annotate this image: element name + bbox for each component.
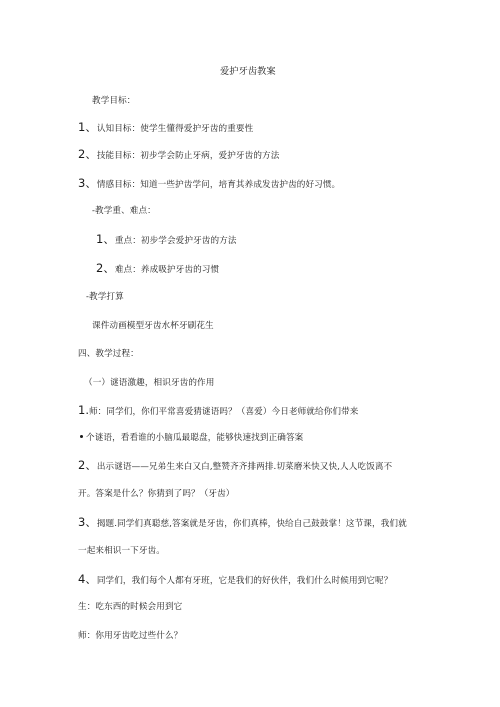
objective-2: [78, 148, 279, 162]
teacher-question: 师：你用牙齿吃过些什么？: [78, 631, 183, 641]
item-text: 认知目标：使学生懂得爱护牙齿的重要性: [96, 124, 254, 134]
process-heading: 四、教学过程：: [78, 349, 139, 359]
item-number: 2、: [78, 147, 97, 161]
step-4: [78, 573, 392, 587]
document-title: 爱护牙齿教案: [220, 66, 276, 77]
objective-1: [78, 121, 253, 135]
item-text: 重点：初步学会爱护牙齿的方法: [114, 236, 237, 246]
key-point-2: [96, 262, 219, 276]
item-text: 难点：养成吸护牙齿的习惯: [114, 265, 220, 275]
item-number: 1、: [78, 120, 97, 134]
key-points-heading: -教学重、难点：: [92, 206, 156, 216]
step-2-continued: 开。答案是什么？你猜到了吗？（牙齿）: [78, 489, 235, 499]
item-text: 同学们，我们每个人都有牙班，它是我们的好伙伴，我们什么时候用到它呢？: [96, 576, 393, 586]
item-number: 1.: [78, 403, 89, 417]
item-text: 出示谜语——兄弟生来白又白,整赞齐齐排两排.切菜磨米快又快,人人吃饭离不: [96, 462, 393, 472]
key-point-1: [96, 233, 237, 247]
item-text: 师：同学们，你们平常喜爱猜谜语吗？（喜爱）今日老师就给你们带来: [88, 407, 359, 417]
student-reply: 生：吃东西的时候会用到它: [78, 602, 183, 612]
process-part-1: （一）谜语激趣，相识牙齿的作用: [84, 378, 215, 388]
step-2: [78, 459, 392, 473]
item-text: 揭题.同学们真聪慈,答案就是牙齿，你们真棒，快给自己鼓鼓掌！这节课，我们就: [96, 519, 407, 529]
objectives-heading: 教学目标：: [92, 96, 136, 106]
item-number: 2、: [78, 458, 97, 472]
preparation-body: 课件动画模型牙齿水杯牙刷花生: [92, 321, 214, 331]
item-number: 3、: [78, 515, 97, 529]
step-1-continued: [80, 432, 303, 444]
item-number: 1、: [96, 232, 115, 246]
bullet-dot: [80, 435, 83, 438]
step-3: [78, 516, 407, 530]
step-1: [78, 404, 359, 418]
preparation-heading: -教学打算: [86, 292, 124, 302]
item-number: 4、: [78, 572, 97, 586]
item-text: 技能目标：初步学会防止牙病，爱护牙齿的方法: [96, 151, 280, 161]
item-number: 3、: [78, 176, 97, 190]
objective-3: [78, 177, 340, 191]
item-number: 2、: [96, 261, 115, 275]
item-text: 个谜语，看看谁的小脑瓜最聪盘，能够快速找到正确答案: [86, 433, 304, 443]
item-text: 情感目标：知道一些护齿学问，培育其养成发齿护齿的好习惯。: [96, 180, 341, 190]
step-3-continued: 一起来相识一下牙齿。: [78, 546, 165, 556]
